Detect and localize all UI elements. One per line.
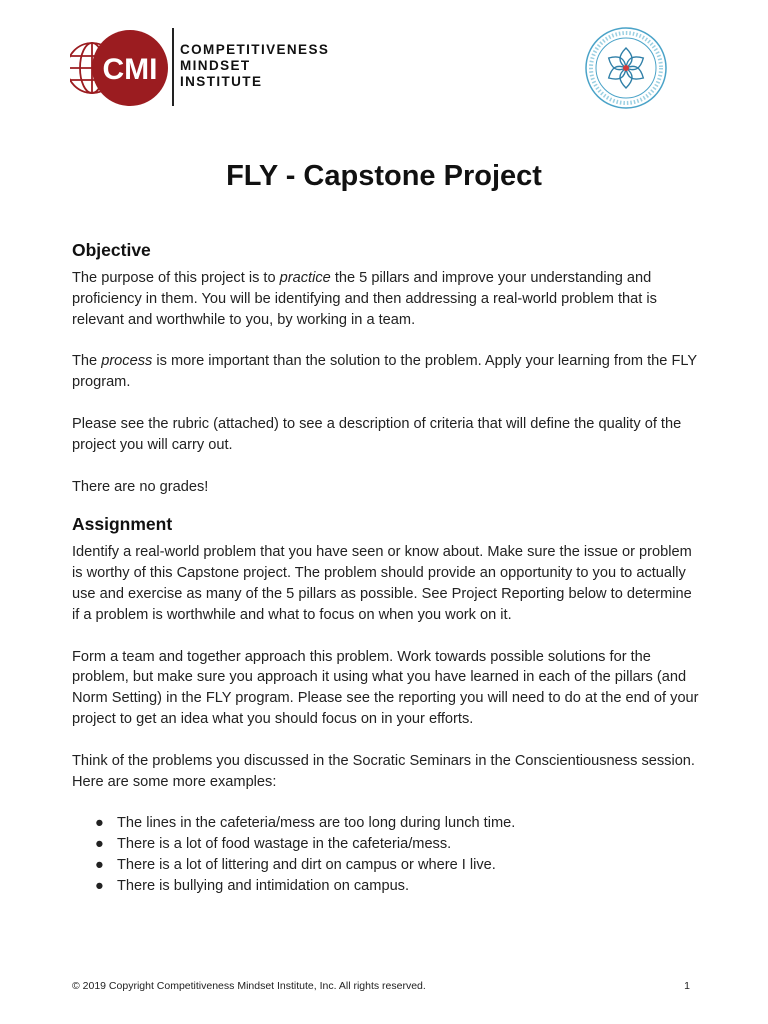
page-footer	[72, 980, 690, 992]
logo-line-1: COMPETITIVENESS	[180, 42, 330, 57]
examples-list	[72, 813, 702, 896]
objective-section	[72, 240, 702, 497]
list-item: ● The lines in the cafeteria/mess are too long during lunch time.	[72, 813, 702, 834]
assignment-heading: Assignment	[72, 514, 173, 535]
logo-wordmark	[180, 42, 329, 90]
assignment-paragraph-3: Think of the problems you discussed in the Socratic Seminars in the Conscientiousness session. Here are some more examples:	[72, 752, 695, 790]
logo-line-2: MINDSET	[180, 58, 251, 73]
bullet-icon: ●	[95, 856, 104, 873]
logo-divider	[172, 28, 174, 106]
assignment-paragraph-1: Identify a real-world problem that you have seen or know about. Make sure the issue or problem is worthy of this Capstone project. The problem should provide an opportunity to you to actually use and exercise as many of the 5 pillars as possible. See Project Reporting below to determine if a problem is worthwhile and what to focus on when you work on it.	[72, 544, 692, 623]
list-item: ● There is a lot of littering and dirt on campus or where I live.	[72, 855, 702, 876]
page-header	[0, 0, 768, 130]
assignment-paragraph-2: Form a team and together approach this problem. Work towards possible solutions for the problem, but make sure you approach it using what you have learned in each of the pillars (and Norm Setting) in the FLY program. Please see the reporting you will need to do at the end of your project to get an idea what you should focus on in your efforts.	[72, 648, 699, 727]
logo-initials: CMI	[102, 53, 158, 86]
document-body	[72, 240, 702, 897]
bullet-icon: ●	[95, 836, 104, 853]
emphasis-process: process	[101, 353, 153, 370]
objective-paragraph-1: The purpose of this project is to practice the 5 pillars and improve your understanding and proficiency in them. You will be identifying and then addressing a real-world problem that is relevant and worthwhile to you, by working in a team.	[72, 270, 657, 328]
page-title: FLY - Capstone Project	[226, 160, 542, 192]
page-number: 1	[684, 980, 690, 992]
objective-heading: Objective	[72, 240, 151, 260]
bullet-icon: ●	[95, 877, 104, 894]
bullet-icon: ●	[95, 815, 104, 832]
copyright-text: © 2019 Copyright Competitiveness Mindset Institute, Inc. All rights reserved.	[72, 980, 426, 992]
emphasis-practice: practice	[279, 270, 331, 286]
objective-paragraph-4: There are no grades!	[72, 478, 209, 495]
objective-paragraph-3: Please see the rubric (attached) to see a description of criteria that will define the quality of the project you will carry out.	[72, 415, 682, 453]
institute-seal-icon	[584, 26, 668, 110]
cmi-logo-icon	[70, 28, 170, 108]
logo-line-3: INSTITUTE	[180, 74, 263, 89]
assignment-section	[72, 514, 702, 896]
objective-paragraph-2: The process is more important than the solution to the problem. Apply your learning from the FLY program.	[72, 353, 697, 391]
list-item: ● There is a lot of food wastage in the cafeteria/mess.	[72, 834, 702, 855]
list-item: ● There is bullying and intimidation on campus.	[72, 876, 702, 897]
